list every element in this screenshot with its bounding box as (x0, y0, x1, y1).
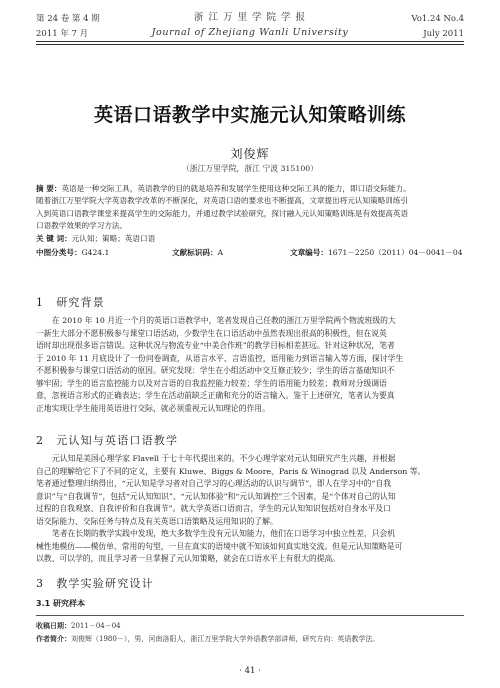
body-line: 械性地模仿——模仿单、常用的句型，一旦在真实的语境中就不知该如何真实地交流。但是元认知策略是可 (36, 541, 403, 551)
header-journal-cn: 浙 江 万 里 学 院 学 报 (193, 12, 307, 23)
doc-code (172, 247, 223, 258)
author-bio-text: 刘俊辉（1980－），男，河南洛阳人，浙江万里学院大学外语教学部讲师，研究方向：英语教学法。 (71, 635, 380, 643)
header-volume-cn: 第 24 卷 第 4 期 (36, 14, 100, 24)
abstract-block (36, 183, 464, 245)
article-author: 刘俊辉 (230, 147, 270, 161)
abstract-line: 随着浙江万里学院大学英语教学改革的不断深化，对英语口语的要求也不断提高，文章提出将元认知策略训练引 (36, 196, 409, 206)
body-line: 一新生大部分不愿积极参与课堂口语活动，少数学生在口语活动中虽然表现出很高的积极性，但在说英 (36, 328, 387, 338)
header-volume-en: Vo1.24 No.4 (411, 14, 464, 24)
abstract-line: 入到英语口语教学课堂来提高学生的交际能力，并通过教学试验研究，探讨融入元认知策略训练是有效提高英语 (36, 208, 409, 218)
section-heading-3 (36, 575, 154, 591)
article-number-value: 1671－2250（2011）04－0041－04 (327, 248, 463, 257)
article-title: 英语口语教学中实施元认知策略训练 (93, 104, 406, 126)
section-number: 1 (36, 296, 45, 309)
body-line: 在 2010 年 10 月近一个月的英语口语教学中，笔者发现自己任教的浙江万里学院两个物流班级的大 (52, 316, 396, 325)
article-number (290, 247, 463, 258)
keywords-label: 关 键 词： (36, 233, 72, 243)
footnote-rule (36, 615, 464, 616)
body-line: 意，忽视语言形式的正确表达；学生在活动前缺乏正确和充分的语言输入。鉴于上述研究，笔者认为要真 (36, 391, 395, 401)
body-line: 语时却出现很多语言错误。这种状况与物流专业“中美合作班”的教学目标相差甚远。针对这种状况，笔者 (36, 341, 395, 351)
body-line: 正地实现让学生能用英语进行交际，就必须重视元认知理论的作用。 (36, 403, 270, 413)
body-line: 语交际能力、交际任务与特点及有关英语口语策略及运用知识的了解。 (36, 516, 278, 526)
body-line: 笔者在长期的教学实践中发现，绝大多数学生没有元认知能力，他们在口语学习中独立性差，只会机 (52, 529, 396, 539)
header-date-cn: 2011 年 7 月 (36, 29, 89, 39)
clc-number (36, 247, 109, 258)
author-bio-label: 作者简介： (36, 634, 71, 643)
body-line: 不愿积极参与课堂口语活动的原因。研究发现：学生在小组活动中交互修正较少；学生的语言基础知识不 (36, 366, 395, 376)
abstract-line (36, 183, 464, 195)
page-number: · 41 · (239, 666, 261, 676)
received-date (36, 621, 121, 631)
section-title: 研究背景 (56, 296, 106, 309)
abstract-line: 口语教学效果的学习方法。 (36, 221, 128, 231)
received-label: 收稿日期： (36, 621, 71, 630)
section-heading-1 (36, 294, 105, 310)
section-number: 3 (36, 577, 45, 590)
author-bio (36, 634, 379, 644)
header-journal-en: Journal of Zhejiang Wanli University (151, 27, 349, 38)
section-number: 2 (36, 434, 45, 447)
body-line: 笔者通过整理归纳得出，“元认知是学习者对自己学习的心理活动的认识与调节”，即人在学习中的“自我 (36, 479, 392, 489)
body-line: 以教、可以学的，而且学习者一旦掌握了元认知策略，就会在口语水平上有很大的提高。 (36, 554, 341, 564)
received-value: 2011－04－04 (71, 622, 121, 630)
abstract-label: 摘 要： (36, 184, 62, 193)
clc-label: 中图分类号： (36, 248, 82, 257)
article-number-label: 文章编号： (290, 248, 328, 257)
header-rule-thin (36, 44, 464, 45)
section-title: 教学实验研究设计 (56, 577, 154, 590)
doc-label: 文献标识码： (172, 248, 218, 257)
keywords-line (36, 233, 464, 245)
section-1-body (36, 315, 464, 415)
section-heading-2 (36, 432, 178, 448)
section-title: 元认知与英语口语教学 (56, 434, 179, 447)
body-line: 于 2010 年 11 月底设计了一份问卷调查，从语言水平、言语监控，语用能力到语言输入等方面，探讨学生 (36, 353, 404, 363)
section-2-body (36, 453, 464, 566)
clc-value: G424.1 (81, 248, 110, 257)
body-line: 意识”与“自我调节”，包括“元认知知识”、“元认知体验”和“元认知调控”三个因素，是“个体对自己的认知 (36, 491, 396, 501)
body-line: 够牢固；学生的语言监控能力以及对言语的自我监控能力较差；学生的语用能力较差；教师对分级调语 (36, 378, 387, 388)
body-line: 自己的理解给它下了不同的定义，主要有 Kluwe、Biggs & Moore、Paris & Winograd 以及 Anderson 等。 (36, 466, 426, 476)
doc-value: A (217, 248, 224, 257)
header-date-en: July 2011 (423, 29, 464, 39)
keywords-text: 元认知；策略；英语口语 (71, 233, 156, 243)
header-rule-thick (36, 41, 464, 42)
abstract-text: 英语是一种交际工具，英语教学的目的就是培养和发展学生使用这种交际工具的能力，即口语交际能力。 (61, 184, 411, 193)
subsection-heading: 3.1 研究样本 (36, 599, 85, 608)
body-line: 过程的自我观察、自我评价和自我调节”。就大学英语口语而言，学生的元认知知识包括对自身水平及口 (36, 504, 391, 514)
body-line: 元认知是美国心理学家 Flavell 于七十年代提出来的。不少心理学家对元认知研究产生兴趣，并根据 (52, 454, 396, 463)
author-affiliation: （浙江万里学院，浙江 宁波 315100） (181, 164, 319, 173)
